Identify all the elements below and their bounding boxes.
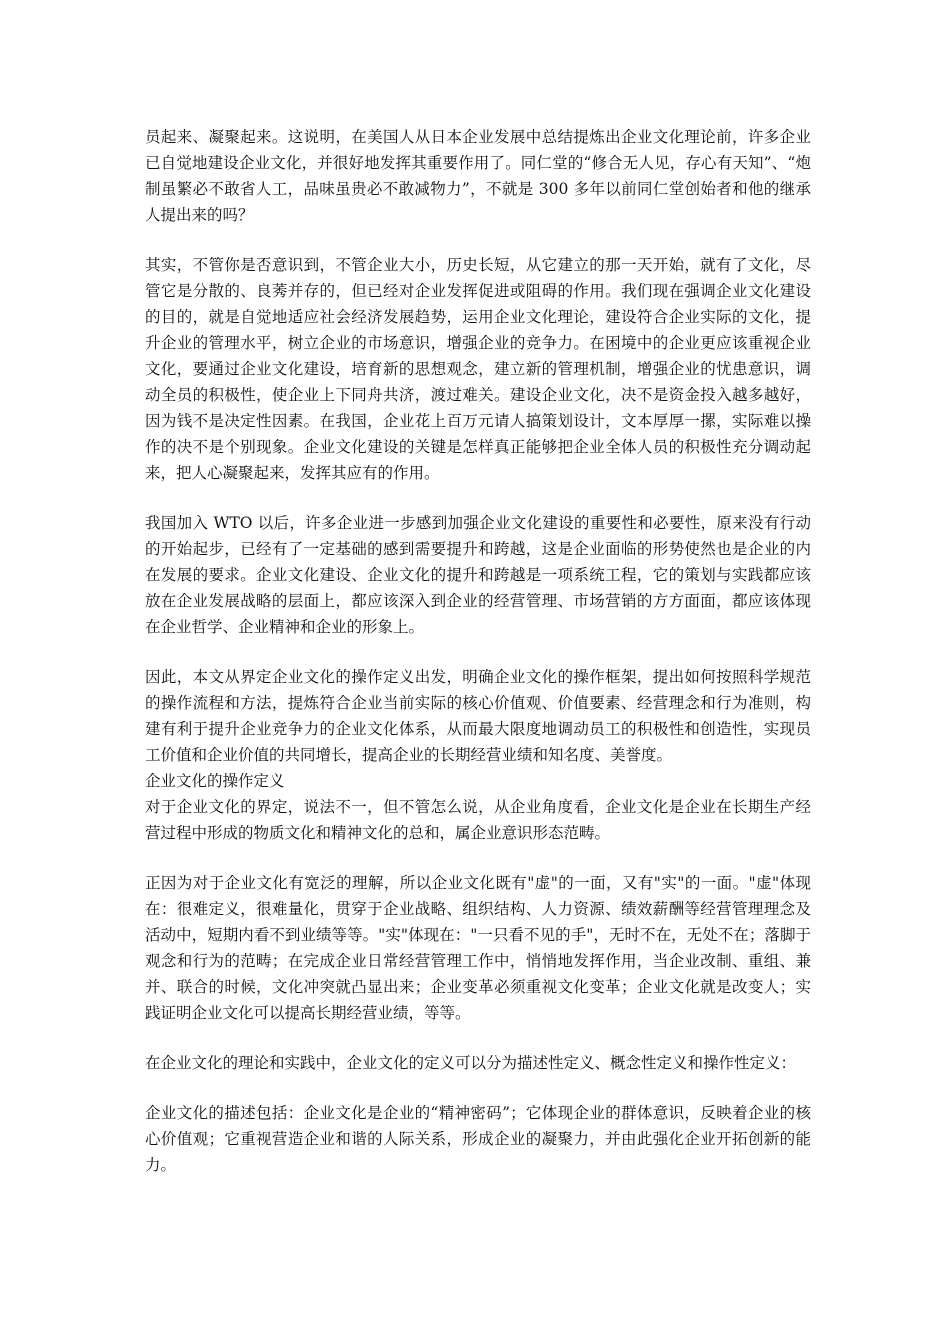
paragraph-3: 我国加入 WTO 以后，许多企业进一步感到加强企业文化建设的重要性和必要性，原来没有行动的开始起步，已经有了一定基础的感到需要提升和跨越，这是企业面临的形势使然也是企业的内在发展的要求。企业文化建设、企业文化的提升和跨越是一项系统工程，它的策划与实践都应该放在企业发展战略的层面上，都应该深入到企业的经营管理、市场营销的方方面面，都应该体现在企业哲学、企业精神和企业的形象上。 (145, 514, 811, 636)
section-paragraph-4: 企业文化的描述包括：企业文化是企业的“精神密码”；它体现企业的群体意识，反映着企业的核心价值观；它重视营造企业和谐的人际关系，形成企业的凝聚力，并由此强化企业开拓创新的能力。 (145, 1104, 811, 1174)
section-paragraph-3: 在企业文化的理论和实践中，企业文化的定义可以分为描述性定义、概念性定义和操作性定义： (145, 1054, 797, 1072)
paragraph-4: 因此，本文从界定企业文化的操作定义出发，明确企业文化的操作框架，提出如何按照科学规范的操作流程和方法，提炼符合企业当前实际的核心价值观、价值要素、经营理念和行为准则，构建有利于提升企业竞争力的企业文化体系，从而最大限度地调动员工的积极性和创造性，实现员工价值和企业价值的共同增长，提高企业的长期经营业绩和知名度、美誉度。 (145, 668, 811, 764)
paragraph-1: 员起来、凝聚起来。这说明，在美国人从日本企业发展中总结提炼出企业文化理论前，许多企业已自觉地建设企业文化，并很好地发挥其重要作用了。同仁堂的“修合无人见，存心有天知”、“炮制虽繁必不敢省人工，品味虽贵必不敢减物力”，不就是 300 多年以前同仁堂创始者和他的继承人提出来的吗？ (145, 128, 811, 224)
section-paragraph-2: 正因为对于企业文化有宽泛的理解，所以企业文化既有"虚"的一面，又有"实"的一面。"虚"体现在：很难定义，很难量化，贯穿于企业战略、组织结构、人力资源、绩效薪酬等经营管理理念及活动中，短期内看不到业绩等等。"实"体现在："一只看不见的手"，无时不在，无处不在；落脚于观念和行为的范畴；在完成企业日常经营管理工作中，悄悄地发挥作用，当企业改制、重组、兼并、联合的时候，文化冲突就凸显出来；企业变革必须重视文化变革；企业文化就是改变人；实践证明企业文化可以提高长期经营业绩，等等。 (145, 874, 811, 1022)
section-heading: 企业文化的操作定义 (145, 772, 285, 790)
document-body (145, 124, 811, 1202)
section-paragraph-1: 对于企业文化的界定，说法不一，但不管怎么说，从企业角度看，企业文化是企业在长期生产经营过程中形成的物质文化和精神文化的总和，属企业意识形态范畴。 (145, 798, 811, 842)
paragraph-2: 其实，不管你是否意识到，不管企业大小，历史长短，从它建立的那一天开始，就有了文化，尽管它是分散的、良莠并存的，但已经对企业发挥促进或阻碍的作用。我们现在强调企业文化建设的目的，就是自觉地适应社会经济发展趋势，运用企业文化理论，建设符合企业实际的文化，提升企业的管理水平，树立企业的市场意识，增强企业的竞争力。在困境中的企业更应该重视企业文化，要通过企业文化建设，培育新的思想观念，建立新的管理机制，增强企业的忧患意识，调动全员的积极性，使企业上下同舟共济，渡过难关。建设企业文化，决不是资金投入越多越好，因为钱不是决定性因素。在我国，企业花上百万元请人搞策划设计，文本厚厚一摞，实际难以操作的决不是个别现象。企业文化建设的关键是怎样真正能够把企业全体人员的积极性充分调动起来，把人心凝聚起来，发挥其应有的作用。 (145, 256, 811, 482)
